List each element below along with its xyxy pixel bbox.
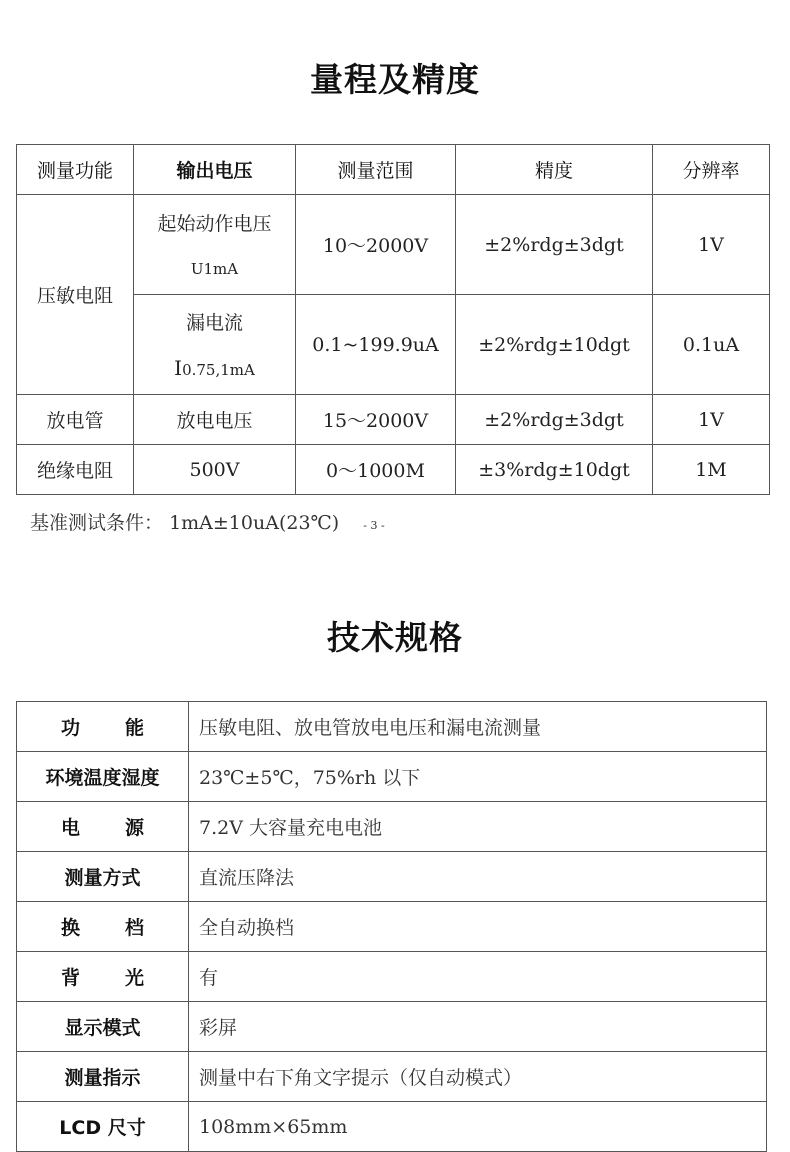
output-symbol-prefix: I — [174, 355, 183, 380]
spec-row — [17, 952, 767, 1002]
spec-label: 显示模式 — [17, 1002, 189, 1052]
resolution-cell: 1M — [653, 445, 770, 495]
spec-label — [17, 952, 189, 1002]
output-label: 漏电流 — [185, 311, 243, 334]
spec-label-char: 能 — [124, 717, 144, 739]
spec-label — [17, 802, 189, 852]
table-header-row — [17, 145, 770, 195]
spec-label: 测量方式 — [17, 852, 189, 902]
header-resolution: 分辨率 — [653, 145, 770, 195]
spec-label-char: 换 — [61, 917, 81, 939]
spec-label-char: 电 — [61, 817, 81, 839]
spec-value: 有 — [189, 952, 767, 1002]
spec-label-char: 源 — [124, 817, 144, 839]
spec-row — [17, 802, 767, 852]
spec-value: 23℃±5℃，75%rh 以下 — [189, 752, 767, 802]
output-cell — [134, 195, 296, 295]
table-row — [17, 445, 770, 495]
page-number: - 3 - — [363, 519, 385, 532]
spec-label-char: 档 — [124, 917, 144, 939]
accuracy-cell: ±2%rdg±3dgt — [456, 395, 653, 445]
test-condition-value: 1mA±10uA(23℃) — [169, 512, 340, 534]
tech-spec-title: 技术规格 — [327, 618, 463, 657]
range-cell: 0～1000M — [296, 445, 456, 495]
range-cell: 0.1~199.9uA — [296, 295, 456, 395]
output-symbol — [134, 355, 295, 380]
spec-row — [17, 702, 767, 752]
spec-label: 环境温度湿度 — [17, 752, 189, 802]
output-cell — [134, 295, 296, 395]
range-accuracy-table — [16, 144, 770, 495]
resolution-cell: 1V — [653, 395, 770, 445]
range-accuracy-title: 量程及精度 — [310, 60, 480, 99]
output-cell: 500V — [134, 445, 296, 495]
spec-value: 7.2V 大容量充电电池 — [189, 802, 767, 852]
spec-row — [17, 752, 767, 802]
spec-row — [17, 1052, 767, 1102]
spec-label-char: 光 — [124, 967, 144, 989]
header-accuracy: 精度 — [456, 145, 653, 195]
spec-label-char: 背 — [61, 967, 81, 989]
spec-label-char: 功 — [61, 717, 81, 739]
spec-value: 直流压降法 — [189, 852, 767, 902]
spec-row — [17, 1002, 767, 1052]
header-range: 测量范围 — [296, 145, 456, 195]
spec-row — [17, 902, 767, 952]
table-row — [17, 395, 770, 445]
spec-value: 108mm×65mm — [189, 1102, 767, 1152]
function-cell: 绝缘电阻 — [17, 445, 134, 495]
spec-value: 测量中右下角文字提示（仅自动模式） — [189, 1052, 767, 1102]
range-cell: 10～2000V — [296, 195, 456, 295]
spec-value: 全自动换档 — [189, 902, 767, 952]
header-function: 测量功能 — [17, 145, 134, 195]
output-symbol: U1mA — [190, 259, 239, 278]
output-symbol-subscript: 0.75,1mA — [182, 360, 255, 379]
function-cell: 放电管 — [17, 395, 134, 445]
spec-label — [17, 702, 189, 752]
function-cell: 压敏电阻 — [17, 195, 134, 395]
spec-label: LCD 尺寸 — [17, 1102, 189, 1152]
range-cell: 15～2000V — [296, 395, 456, 445]
output-cell: 放电电压 — [134, 395, 296, 445]
spec-value: 彩屏 — [189, 1002, 767, 1052]
accuracy-cell: ±2%rdg±10dgt — [456, 295, 653, 395]
spec-label — [17, 902, 189, 952]
output-label: 起始动作电压 — [157, 212, 272, 235]
test-condition-label: 基准测试条件： — [30, 512, 164, 534]
test-condition-note — [30, 508, 385, 535]
tech-spec-table — [16, 701, 767, 1152]
resolution-cell: 0.1uA — [653, 295, 770, 395]
spec-row — [17, 852, 767, 902]
accuracy-cell: ±2%rdg±3dgt — [456, 195, 653, 295]
table-row — [17, 195, 770, 295]
spec-row — [17, 1102, 767, 1152]
accuracy-cell: ±3%rdg±10dgt — [456, 445, 653, 495]
spec-label: 测量指示 — [17, 1052, 189, 1102]
resolution-cell: 1V — [653, 195, 770, 295]
spec-value: 压敏电阻、放电管放电电压和漏电流测量 — [189, 702, 767, 752]
header-output-voltage: 输出电压 — [134, 145, 296, 195]
